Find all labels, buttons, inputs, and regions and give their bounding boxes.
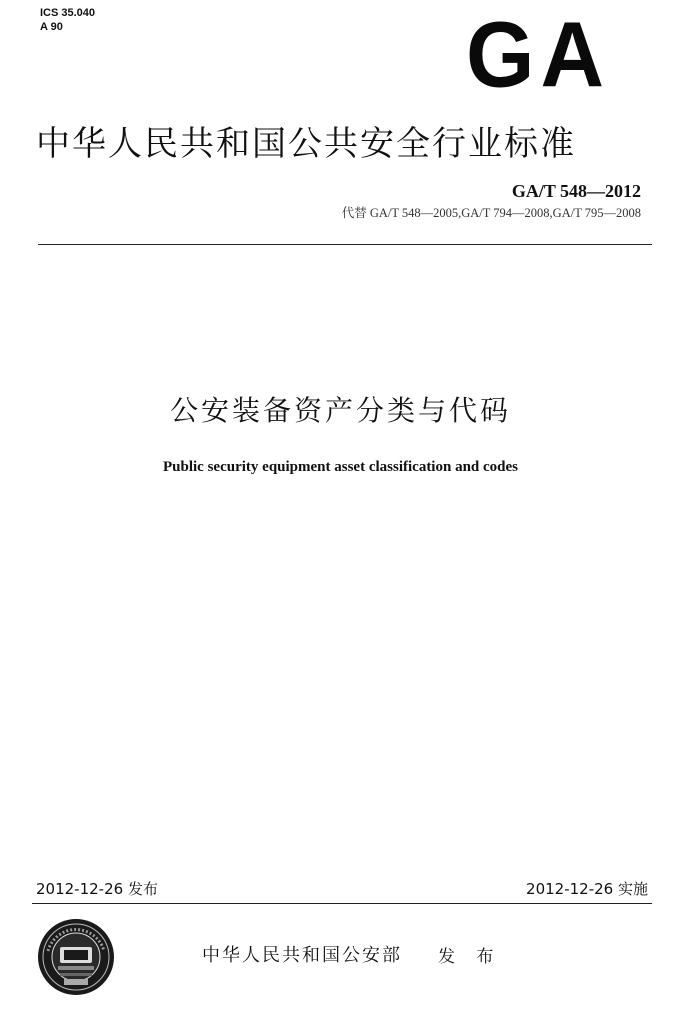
- issue-label: 发 布: [438, 947, 502, 967]
- replaces-standards: 代替 GA/T 548—2005,GA/T 794—2008,GA/T 795—2008: [341, 206, 641, 220]
- issuing-authority: 中华人民共和国公安部: [202, 945, 402, 966]
- ga-logo: GA: [466, 2, 610, 107]
- publish-date: 2012-12-26 发布: [36, 880, 158, 898]
- top-divider: [38, 244, 652, 245]
- implement-date: 2012-12-26 实施: [526, 880, 648, 898]
- classification-codes: [40, 6, 95, 34]
- bottom-divider: [32, 903, 652, 904]
- ics-code: ICS 35.040: [40, 7, 96, 19]
- seal-stamp-icon: [36, 917, 116, 997]
- ccs-code: A 90: [40, 21, 63, 33]
- document-title-chinese: 公安装备资产分类与代码: [169, 394, 511, 427]
- document-title-english: Public security equipment asset classification and codes: [163, 459, 518, 475]
- standard-category-name: 中华人民共和国公共安全行业标准: [36, 124, 576, 164]
- standard-code: GA/T 548—2012: [511, 181, 641, 201]
